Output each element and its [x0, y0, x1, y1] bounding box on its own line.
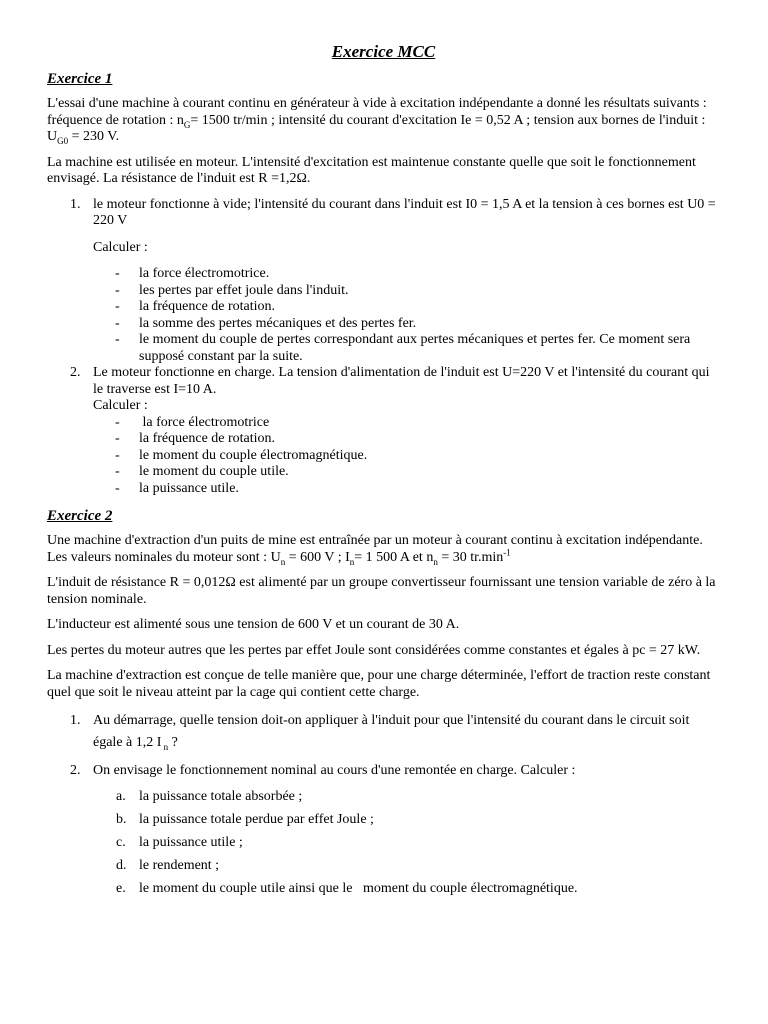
question-2 [47, 365, 720, 497]
document-page [47, 42, 720, 903]
exercise-2-intro: Une machine d'extraction d'un puits de mine est entraînée par un moteur à courant continu à excitation indépendante. Les valeurs nominales du moteur sont : $U_n = 600$ V ; $I_n= 1$ 500 A et $n_n = 30$ $tr.\min^{-1}$ [47, 533, 703, 567]
question-2: 2. On envisage le fonctionnement nominal au cours d'une remontée en charge. Calculer : [47, 760, 720, 782]
list-item: - la fréquence de rotation. [115, 431, 276, 446]
calculer-label: Calculer : [93, 398, 148, 413]
subquestion-list [93, 266, 720, 365]
question-text: le moteur fonctionne à vide; l'intensité du courant dans l'induit est I0 = 1,5 A et la tension à ces bornes est U0 = 220 V [93, 196, 716, 228]
list-item: - les pertes par effet joule dans l'induit. [115, 282, 349, 298]
list-item: - la fréquence de rotation. [115, 299, 276, 314]
list-item: - la somme des pertes mécaniques et des pertes fer. [115, 315, 417, 331]
calculer-label: Calculer : [93, 239, 148, 255]
list-item: e. le moment du couple utile ainsi que le moment du couple électromagnétique. [116, 881, 578, 896]
list-item: - la force électromotrice [115, 414, 270, 430]
exercise-1-heading: Exercice 1 [47, 71, 113, 87]
question-1 [47, 197, 720, 366]
question-1: 1. Au démarrage, quelle tension doit-on appliquer à l'induit pour que l'intensité du courant dans le circuit soit égale à 1,2 I $_n$ ? [47, 710, 720, 754]
question-number: 2. [70, 763, 81, 778]
question-text: Le moteur fonctionne en charge. La tension d'alimentation de l'induit est U=220 V et l'intensité du courant qui le traverse est I=10 A. [93, 365, 710, 397]
document-title: Exercice MCC [331, 42, 436, 61]
exercise-2-field: L'inducteur est alimenté sous une tension de 600 V et un courant de 30 A. [47, 617, 460, 632]
exercise-1-questions [47, 197, 720, 498]
list-item: - le moment du couple de pertes correspondant aux pertes mécaniques et pertes fer. Ce moment sera supposé constant par la suite. [115, 332, 691, 364]
exercise-2-heading: Exercice 2 [47, 508, 113, 524]
exercise-2-losses: Les pertes du moteur autres que les pertes par effet Joule sont considérées comme constantes et égales à pc = 27 kW. [47, 642, 701, 658]
list-item: a. la puissance totale absorbée ; [116, 789, 303, 804]
question-number: 1. [70, 196, 81, 212]
subquestion-list [93, 415, 720, 498]
list-item: - le moment du couple électromagnétique. [115, 447, 368, 463]
exercise-1-intro: L'essai d'une machine à courant continu en générateur à vide à excitation indépendante a donné les résultats suivants : fréquence de rotation : $n_G= 1500$ tr/min ; intensité du courant d'excitation Ie = 0,52 A ; tension aux bornes de l'induit : $U_{G0} = 230$ V. [47, 96, 707, 146]
exercise-2-subquestions [93, 788, 720, 897]
list-item: - la puissance utile. [115, 480, 239, 496]
list-item: d. le rendement ; [116, 858, 220, 873]
exercise-1-motor-conditions: La machine est utilisée en moteur. L'intensité d'excitation est maintenue constante quelle que soit le fonctionnement envisagé. La résistance de l'induit est R =1,2Ω. [47, 154, 696, 186]
question-number: 2. [70, 365, 81, 380]
exercise-2-armature: L'induit de résistance R = 0,012Ω est alimenté par un groupe convertisseur fournissant une tension variable de zéro à la tension nominale. [47, 575, 716, 607]
list-item: c. la puissance utile ; [116, 835, 243, 850]
exercise-2-questions [47, 710, 720, 782]
question-number: 1. [70, 713, 81, 728]
list-item: b. la puissance totale perdue par effet Joule ; [116, 812, 374, 827]
exercise-2-load: La machine d'extraction est conçue de telle manière que, pour une charge déterminée, l'effort de traction reste constant quel que soit le niveau atteint par la cage qui contient cette charge. [47, 668, 711, 700]
list-item: - le moment du couple utile. [115, 464, 289, 479]
list-item: - la force électromotrice. [115, 266, 270, 281]
